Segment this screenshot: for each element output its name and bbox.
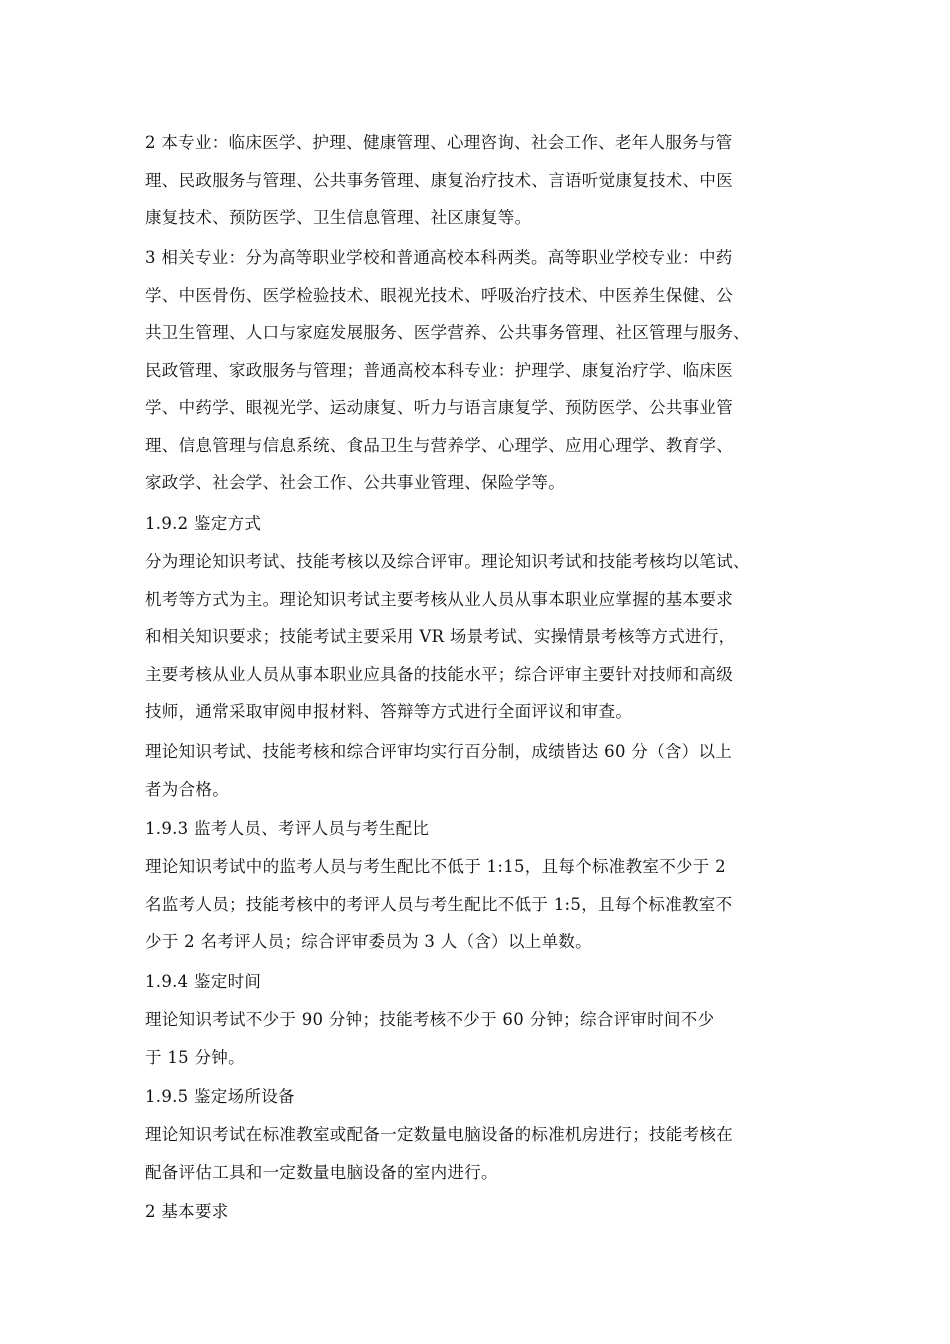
text-line: 1.9.2 鉴定方式 xyxy=(145,514,262,533)
text-line: 1.9.4 鉴定时间 xyxy=(145,972,262,991)
text-line: 学、中药学、眼视光学、运动康复、听力与语言康复学、预防医学、公共事业管 xyxy=(145,398,733,417)
text-line: 家政学、社会学、社会工作、公共事业管理、保险学等。 xyxy=(145,473,565,492)
text-line: 理、信息管理与信息系统、食品卫生与营养学、心理学、应用心理学、教育学、 xyxy=(145,435,733,455)
section-heading xyxy=(145,810,815,848)
text-line: 1.9.3 监考人员、考评人员与考生配比 xyxy=(145,819,430,838)
paragraph xyxy=(145,848,815,961)
text-line: 理论知识考试中的监考人员与考生配比不低于 1:15，且每个标准教室不少于 2 xyxy=(145,857,726,876)
text-line: 技师，通常采取审阅申报材料、答辩等方式进行全面评议和审查。 xyxy=(145,702,633,721)
text-line: 名监考人员；技能考核中的考评人员与考生配比不低于 1:5，且每个标准教室不 xyxy=(145,894,733,914)
paragraph xyxy=(145,239,815,502)
text-line: 1.9.5 鉴定场所设备 xyxy=(145,1087,295,1106)
section-heading xyxy=(145,1078,815,1116)
text-line: 理、民政服务与管理、公共事务管理、康复治疗技术、言语听觉康复技术、中医 xyxy=(145,170,733,190)
text-line: 和相关知识要求；技能考试主要采用 VR 场景考试、实操情景考核等方式进行， xyxy=(145,627,736,646)
text-line: 主要考核从业人员从事本职业应具备的技能水平；综合评审主要针对技师和高级 xyxy=(145,664,733,684)
section-heading xyxy=(145,505,815,543)
text-line: 2 基本要求 xyxy=(145,1202,229,1221)
text-line: 3 相关专业：分为高等职业学校和普通高校本科两类。高等职业学校专业：中药 xyxy=(145,248,733,267)
text-line: 共卫生管理、人口与家庭发展服务、医学营养、公共事务管理、社区管理与服务、 xyxy=(145,323,750,342)
text-line: 分为理论知识考试、技能考核以及综合评审。理论知识考试和技能考核均以笔试、 xyxy=(145,552,750,571)
paragraph xyxy=(145,1001,815,1076)
text-line: 康复技术、预防医学、卫生信息管理、社区康复等。 xyxy=(145,208,532,227)
text-line: 学、中医骨伤、医学检验技术、眼视光技术、呼吸治疗技术、中医养生保健、公 xyxy=(145,285,733,305)
text-line: 配备评估工具和一定数量电脑设备的室内进行。 xyxy=(145,1162,498,1182)
paragraph xyxy=(145,733,815,808)
paragraph xyxy=(145,1116,815,1191)
section-heading xyxy=(145,963,815,1001)
text-line: 理论知识考试不少于 90 分钟；技能考核不少于 60 分钟；综合评审时间不少 xyxy=(145,1010,715,1029)
section-heading xyxy=(145,1193,815,1231)
text-line: 理论知识考试、技能考核和综合评审均实行百分制，成绩皆达 60 分（含）以上 xyxy=(145,742,733,761)
text-line: 民政管理、家政服务与管理；普通高校本科专业：护理学、康复治疗学、临床医 xyxy=(145,360,733,380)
text-line: 理论知识考试在标准教室或配备一定数量电脑设备的标准机房进行；技能考核在 xyxy=(145,1125,733,1144)
text-line: 少于 2 名考评人员；综合评审委员为 3 人（含）以上单数。 xyxy=(145,932,592,951)
paragraph xyxy=(145,543,815,731)
text-line: 2 本专业：临床医学、护理、健康管理、心理咨询、社会工作、老年人服务与管 xyxy=(145,133,733,152)
text-line: 者为合格。 xyxy=(145,779,229,799)
paragraph xyxy=(145,124,815,237)
text-line: 于 15 分钟。 xyxy=(145,1047,245,1067)
text-line: 机考等方式为主。理论知识考试主要考核从业人员从事本职业应掌握的基本要求 xyxy=(145,589,733,609)
